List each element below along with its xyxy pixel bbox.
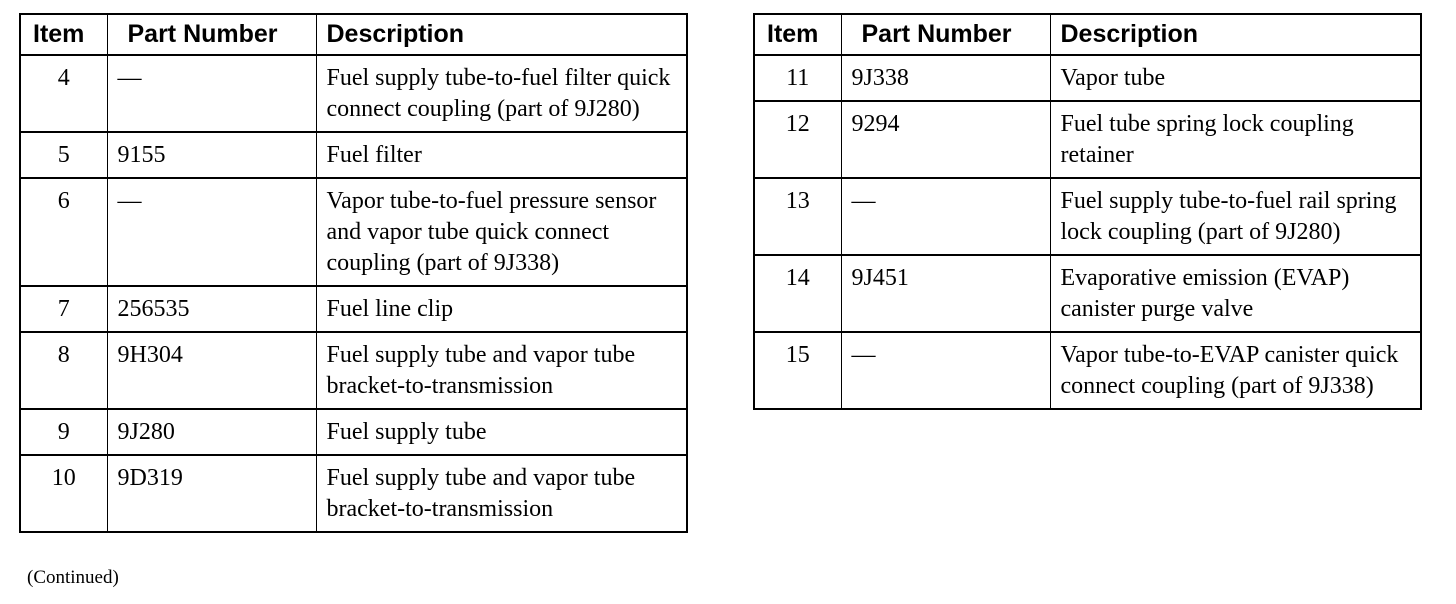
item-cell: 4	[20, 55, 107, 132]
item-cell: 5	[20, 132, 107, 178]
table-row	[754, 178, 1421, 255]
part-number-cell: 256535	[107, 286, 316, 332]
description-cell: Fuel supply tube and vapor tube bracket-to-transmission	[316, 332, 687, 409]
description-cell: Fuel tube spring lock coupling retainer	[1050, 101, 1421, 178]
description-cell: Fuel supply tube-to-fuel filter quick connect coupling (part of 9J280)	[316, 55, 687, 132]
parts-table-left	[19, 13, 688, 533]
table-row	[20, 409, 687, 455]
table-row	[754, 55, 1421, 101]
part-number-cell: —	[841, 178, 1050, 255]
description-cell: Fuel filter	[316, 132, 687, 178]
description-cell: Evaporative emission (EVAP) canister purge valve	[1050, 255, 1421, 332]
item-cell: 7	[20, 286, 107, 332]
header-row	[754, 14, 1421, 55]
part-number-cell: 9J451	[841, 255, 1050, 332]
parts-table-right	[753, 13, 1422, 410]
item-cell: 11	[754, 55, 841, 101]
part-number-cell: 9J280	[107, 409, 316, 455]
description-cell: Vapor tube-to-fuel pressure sensor and vapor tube quick connect coupling (part of 9J338)	[316, 178, 687, 286]
item-cell: 15	[754, 332, 841, 409]
item-cell: 14	[754, 255, 841, 332]
item-cell: 12	[754, 101, 841, 178]
description-cell: Fuel supply tube and vapor tube bracket-to-transmission	[316, 455, 687, 532]
item-cell: 9	[20, 409, 107, 455]
table-row	[754, 255, 1421, 332]
part-number-cell: —	[107, 55, 316, 132]
table-row	[754, 101, 1421, 178]
part-number-cell: —	[841, 332, 1050, 409]
item-cell: 13	[754, 178, 841, 255]
header-description: Description	[1050, 14, 1421, 55]
description-cell: Vapor tube-to-EVAP canister quick connect coupling (part of 9J338)	[1050, 332, 1421, 409]
part-number-cell: 9J338	[841, 55, 1050, 101]
table-row	[20, 286, 687, 332]
continued-note: (Continued)	[27, 567, 119, 588]
table-row	[20, 55, 687, 132]
table-row	[754, 332, 1421, 409]
description-cell: Fuel line clip	[316, 286, 687, 332]
table-row	[20, 178, 687, 286]
header-item: Item	[754, 14, 841, 55]
part-number-cell: 9155	[107, 132, 316, 178]
part-number-cell: 9D319	[107, 455, 316, 532]
table-row	[20, 132, 687, 178]
item-cell: 8	[20, 332, 107, 409]
part-number-cell: 9H304	[107, 332, 316, 409]
header-item: Item	[20, 14, 107, 55]
item-cell: 10	[20, 455, 107, 532]
table-row	[20, 332, 687, 409]
header-part-number: Part Number	[107, 14, 316, 55]
part-number-cell: 9294	[841, 101, 1050, 178]
description-cell: Vapor tube	[1050, 55, 1421, 101]
header-part-number: Part Number	[841, 14, 1050, 55]
header-row	[20, 14, 687, 55]
header-description: Description	[316, 14, 687, 55]
table-row	[20, 455, 687, 532]
item-cell: 6	[20, 178, 107, 286]
description-cell: Fuel supply tube-to-fuel rail spring lock coupling (part of 9J280)	[1050, 178, 1421, 255]
part-number-cell: —	[107, 178, 316, 286]
description-cell: Fuel supply tube	[316, 409, 687, 455]
